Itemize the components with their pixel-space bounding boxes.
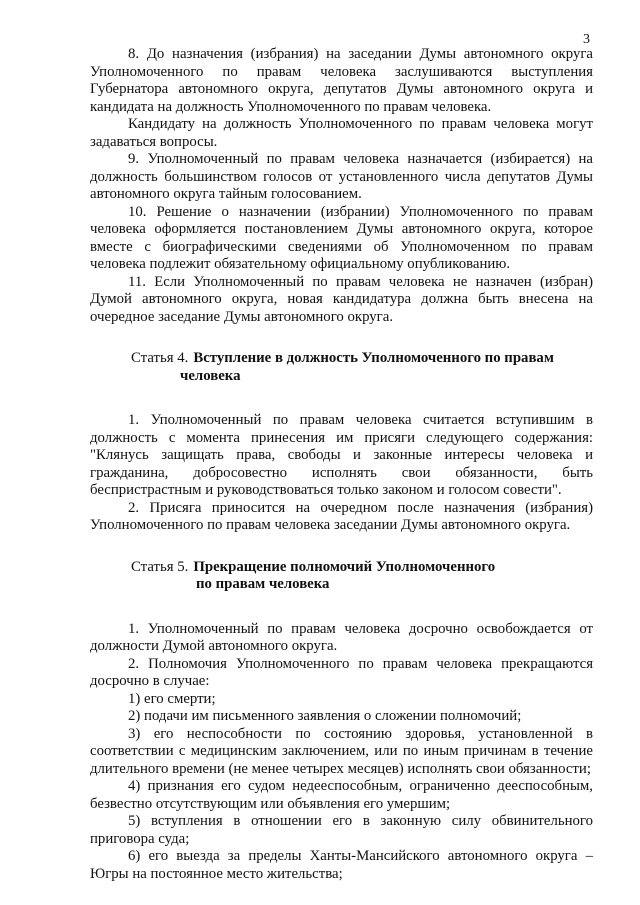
article-5-item-3: 3) его неспособности по состоянию здоровья, установленной в соответствии с медицинским заключением, или по иным причинам в течение длительного времени (не менее четырех месяцев) исполнять свои обязанности; <box>90 725 593 777</box>
article-5-item-1: 1) его смерти; <box>128 690 216 707</box>
article-5-label: Статья 5. <box>131 558 189 575</box>
article-5-item-4: 4) признания его судом недееспособным, ограниченно дееспособным, безвестно отсутствующим или объявления его умершим; <box>90 778 593 812</box>
article-4-heading <box>131 350 593 385</box>
article-4-label: Статья 4. <box>131 350 189 366</box>
article-5-paragraph-2: 2. Полномочия Уполномоченного по правам человека прекращаются досрочно в случае: <box>90 655 593 689</box>
paragraph-8: 8. До назначения (избрания) на заседании Думы автономного округа Уполномоченного по правам человека заслушиваются выступления Губернатора автономного округа, депутатов Думы автономного округа и кандидата на должность Уполномоченного по правам человека. <box>90 46 593 115</box>
article-4-paragraph-2: 2. Присяга приносится на очередном после назначения (избрания) Уполномоченного по правам человека заседании Думы автономного округа. <box>90 499 593 533</box>
section-pre <box>90 46 593 326</box>
article-4-body <box>90 412 593 535</box>
article-5-item-6: 6) его выезда за пределы Ханты-Мансийского автономного округа – Югры на постоянное место жительства; <box>90 848 593 882</box>
article-5-title-line1: Прекращение полномочий Уполномоченного <box>193 558 496 575</box>
article-5-title-line2: по правам человека <box>196 576 330 592</box>
article-5-body <box>90 621 593 884</box>
paragraph-9: 9. Уполномоченный по правам человека назначается (избирается) на должность большинством голосов от установленного числа депутатов Думы автономного округа тайным голосованием. <box>90 151 593 202</box>
paragraph-8-note: Кандидату на должность Уполномоченного по правам человека могут задаваться вопросы. <box>90 116 593 150</box>
article-4-title-line2: человека <box>180 367 241 384</box>
article-5-item-2: 2) подачи им письменного заявления о сложении полномочий; <box>128 708 522 724</box>
page-number: 3 <box>583 32 590 47</box>
document-body <box>90 46 593 883</box>
paragraph-10: 10. Решение о назначении (избрании) Уполномоченного по правам человека оформляется постановлением Думы автономного округа, которое вместе с биографическими сведениями об Уполномоченном по правам человека подлежит обязательному официальному опубликованию. <box>90 203 593 272</box>
article-4-paragraph-1: 1. Уполномоченный по правам человека считается вступившим в должность с момента принесения им присяги следующего содержания: "Клянусь защищать права, свободы и законные интересы человека и гражданина, добросовестно исполнять свои обязанности, быть беспристрастным и руководствоваться только законом и голосом совести". <box>90 412 593 498</box>
article-5-heading <box>131 559 593 594</box>
article-5-item-5: 5) вступления в отношении его в законную силу обвинительного приговора суда; <box>90 813 593 847</box>
paragraph-11: 11. Если Уполномоченный по правам человека не назначен (избран) Думой автономного округа, новая кандидатура должна быть внесена на очередное заседание Думы автономного округа. <box>90 273 593 325</box>
article-5-paragraph-1: 1. Уполномоченный по правам человека досрочно освобождается от должности Думой автономного округа. <box>90 620 593 654</box>
article-4-title-line1: Вступление в должность Уполномоченного по правам <box>193 350 554 366</box>
